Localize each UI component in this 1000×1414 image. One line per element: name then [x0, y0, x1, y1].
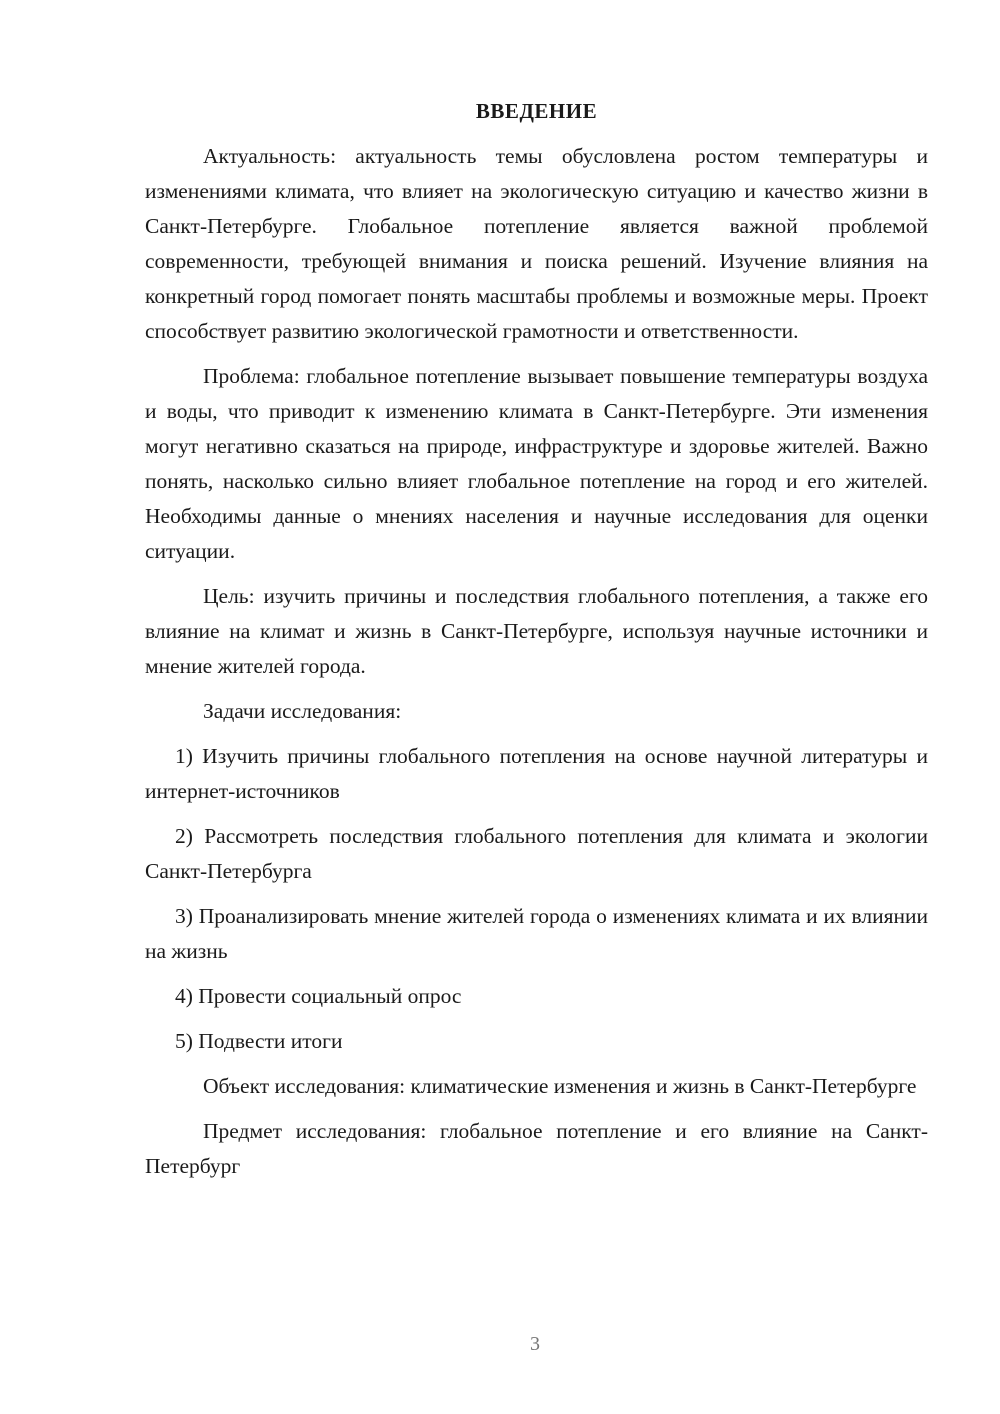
subject-paragraph: Предмет исследования: глобальное потепление и его влияние на Санкт-Петербург	[145, 1119, 928, 1178]
section-heading: ВВЕДЕНИЕ	[475, 99, 598, 123]
tasks-title: Задачи исследования:	[203, 699, 402, 723]
relevance-paragraph: Актуальность: актуальность темы обусловлена ростом температуры и изменениями климата, что влияет на экологическую ситуацию и качество жизни в Санкт-Петербурге. Глобальное потепление является важной проблемой современности, требующей внимания и поиска решений. Изучение влияния на конкретный город помогает понять масштабы проблемы и возможные меры. Проект способствует развитию экологической грамотности и ответственности.	[145, 144, 928, 343]
object-paragraph: Объект исследования: климатические изменения и жизнь в Санкт-Петербурге	[203, 1074, 917, 1098]
page-content	[145, 96, 928, 1194]
task-item: 5) Подвести итоги	[175, 1029, 343, 1053]
task-item: 4) Провести социальный опрос	[175, 984, 462, 1008]
goal-paragraph: Цель: изучить причины и последствия глобального потепления, а также его влияние на климат и жизнь в Санкт-Петербурге, используя научные источники и мнение жителей города.	[145, 584, 928, 678]
problem-paragraph: Проблема: глобальное потепление вызывает повышение температуры воздуха и воды, что приводит к изменению климата в Санкт-Петербурге. Эти изменения могут негативно сказаться на природе, инфраструктуре и здоровье жителей. Важно понять, насколько сильно влияет глобальное потепление на город и его жителей. Необходимы данные о мнениях населения и научные исследования для оценки ситуации.	[145, 364, 928, 563]
task-item: 1) Изучить причины глобального потепления на основе научной литературы и интернет-источников	[145, 744, 928, 803]
task-item: 2) Рассмотреть последствия глобального потепления для климата и экологии Санкт-Петербурга	[145, 824, 928, 883]
task-item: 3) Проанализировать мнение жителей города о изменениях климата и их влиянии на жизнь	[145, 904, 928, 963]
page-number: 3	[530, 1333, 540, 1355]
